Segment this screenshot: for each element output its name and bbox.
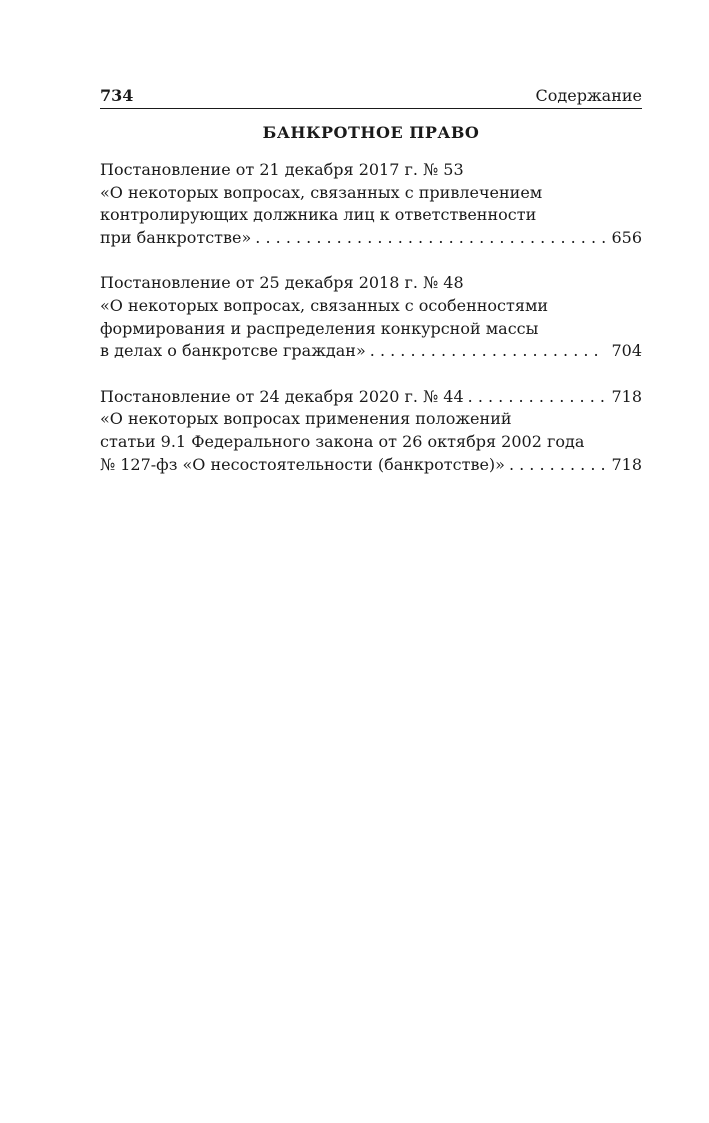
section-title: БАНКРОТНОЕ ПРАВО: [262, 123, 480, 142]
entry-last-line: [100, 454, 642, 477]
entry-last-line: [100, 227, 642, 250]
entry-page-number[interactable]: 704: [611, 341, 642, 361]
entry-heading-page-number[interactable]: 718: [611, 386, 642, 406]
entry-line: «О некоторых вопросах применения положений: [100, 409, 512, 429]
dot-leader: [509, 454, 606, 477]
entry-heading: Постановление от 21 декабря 2017 г. № 53: [100, 160, 464, 179]
entry-line: № 127-фз «О несостоятельности (банкротстве)»: [100, 454, 505, 474]
entry-line: «О некоторых вопросах, связанных с привлечением: [100, 182, 543, 202]
dot-leader: [468, 386, 606, 409]
dot-leader: [370, 340, 606, 363]
entry-line: «О некоторых вопросах, связанных с особенностями: [100, 295, 549, 315]
toc-entry[interactable]: [100, 272, 642, 362]
toc-entry[interactable]: [100, 386, 642, 476]
entry-heading: Постановление от 24 декабря 2020 г. № 44: [100, 386, 464, 406]
entry-line: при банкротстве»: [100, 227, 252, 247]
entry-heading: Постановление от 25 декабря 2018 г. № 48: [100, 273, 464, 293]
toc-entry[interactable]: [100, 159, 642, 249]
entry-line: статьи 9.1 Федерального закона от 26 октября 2002 года: [100, 431, 585, 451]
running-section-title: Содержание: [535, 86, 642, 105]
dot-leader: [255, 227, 605, 250]
entry-line: контролирующих должника лиц к ответственности: [100, 205, 537, 225]
entry-line: формирования и распределения конкурсной массы: [100, 318, 539, 338]
page-number: 734: [100, 86, 134, 105]
entry-page-number[interactable]: 718: [611, 454, 642, 474]
entry-last-line: [100, 340, 642, 363]
entry-page-number[interactable]: 656: [611, 227, 642, 247]
page-content: [100, 86, 642, 499]
entry-line: в делах о банкротсве граждан»: [100, 341, 366, 361]
running-header: [100, 86, 642, 109]
entry-heading-line: [100, 386, 642, 409]
